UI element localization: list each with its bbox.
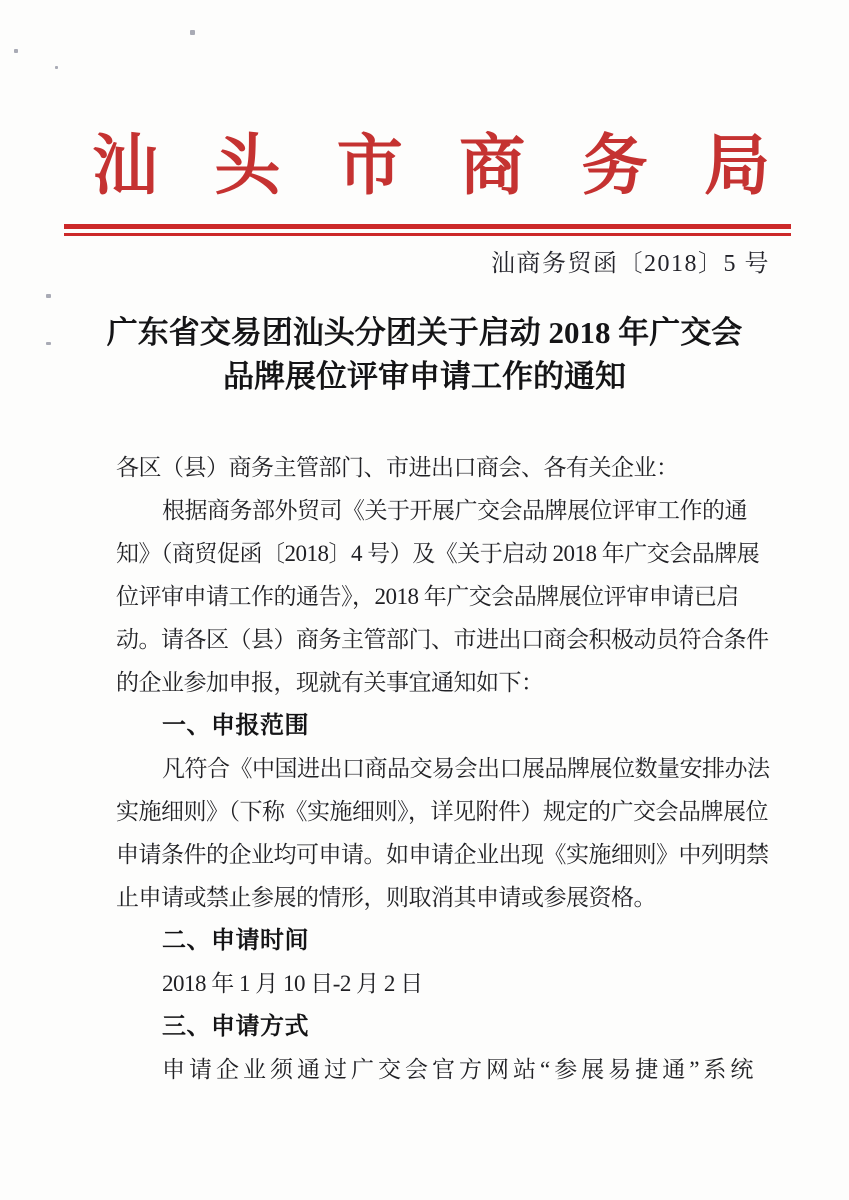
document-line: 知》（商贸促函〔2018〕4 号）及《关于启动 2018 年广交会品牌展	[116, 541, 760, 566]
document-line: 申请企业须通过广交会官方网站“参展易捷通”系统	[162, 1057, 758, 1082]
section-heading: 一、申报范围	[162, 712, 309, 739]
document-line: 2018 年 1 月 10 日-2 月 2 日	[162, 971, 423, 996]
document-line: 各区（县）商务主管部门、市进出口商会、各有关企业：	[116, 455, 679, 480]
document-title-line-2: 品牌展位评审申请工作的通知	[223, 359, 626, 394]
document-line: 位评审申请工作的通告》，2018 年广交会品牌展位评审申请已启	[116, 584, 739, 609]
document-line: 申请条件的企业均可申请。如申请企业出现《实施细则》中列明禁	[116, 842, 769, 867]
agency-name-char: 商	[459, 130, 526, 203]
scan-speck	[190, 30, 195, 35]
agency-name-char: 汕	[92, 130, 158, 203]
agency-name-char: 务	[581, 130, 648, 203]
rule-thin-line	[64, 233, 791, 236]
scan-speck	[55, 66, 58, 69]
scan-speck	[14, 49, 18, 53]
section-heading: 三、申请方式	[162, 1013, 309, 1040]
document-title	[0, 311, 849, 399]
agency-name-char: 市	[336, 130, 403, 203]
document-number: 汕商务贸函〔2018〕5 号	[491, 251, 770, 277]
agency-name	[92, 132, 770, 201]
document-line: 动。请各区（县）商务主管部门、市进出口商会积极动员符合条件	[116, 627, 769, 652]
scan-speck	[46, 294, 51, 298]
document-line: 凡符合《中国进出口商品交易会出口展品牌展位数量安排办法	[162, 756, 770, 781]
rule-thick-line	[64, 224, 791, 229]
document-title-line-1: 广东省交易团汕头分团关于启动 2018 年广交会	[106, 315, 743, 350]
document-body	[116, 446, 774, 1091]
document-line: 实施细则》（下称《实施细则》，详见附件）规定的广交会品牌展位	[116, 799, 768, 824]
red-separator-rule	[64, 224, 791, 236]
document-line: 止申请或禁止参展的情形，则取消其申请或参展资格。	[116, 885, 656, 910]
agency-name-char: 局	[703, 130, 770, 203]
document-line: 的企业参加申报，现就有关事宜通知如下：	[116, 670, 544, 695]
document-line: 根据商务部外贸司《关于开展广交会品牌展位评审工作的通	[162, 498, 747, 523]
section-heading: 二、申请时间	[162, 927, 309, 954]
agency-name-char: 头	[214, 130, 281, 203]
